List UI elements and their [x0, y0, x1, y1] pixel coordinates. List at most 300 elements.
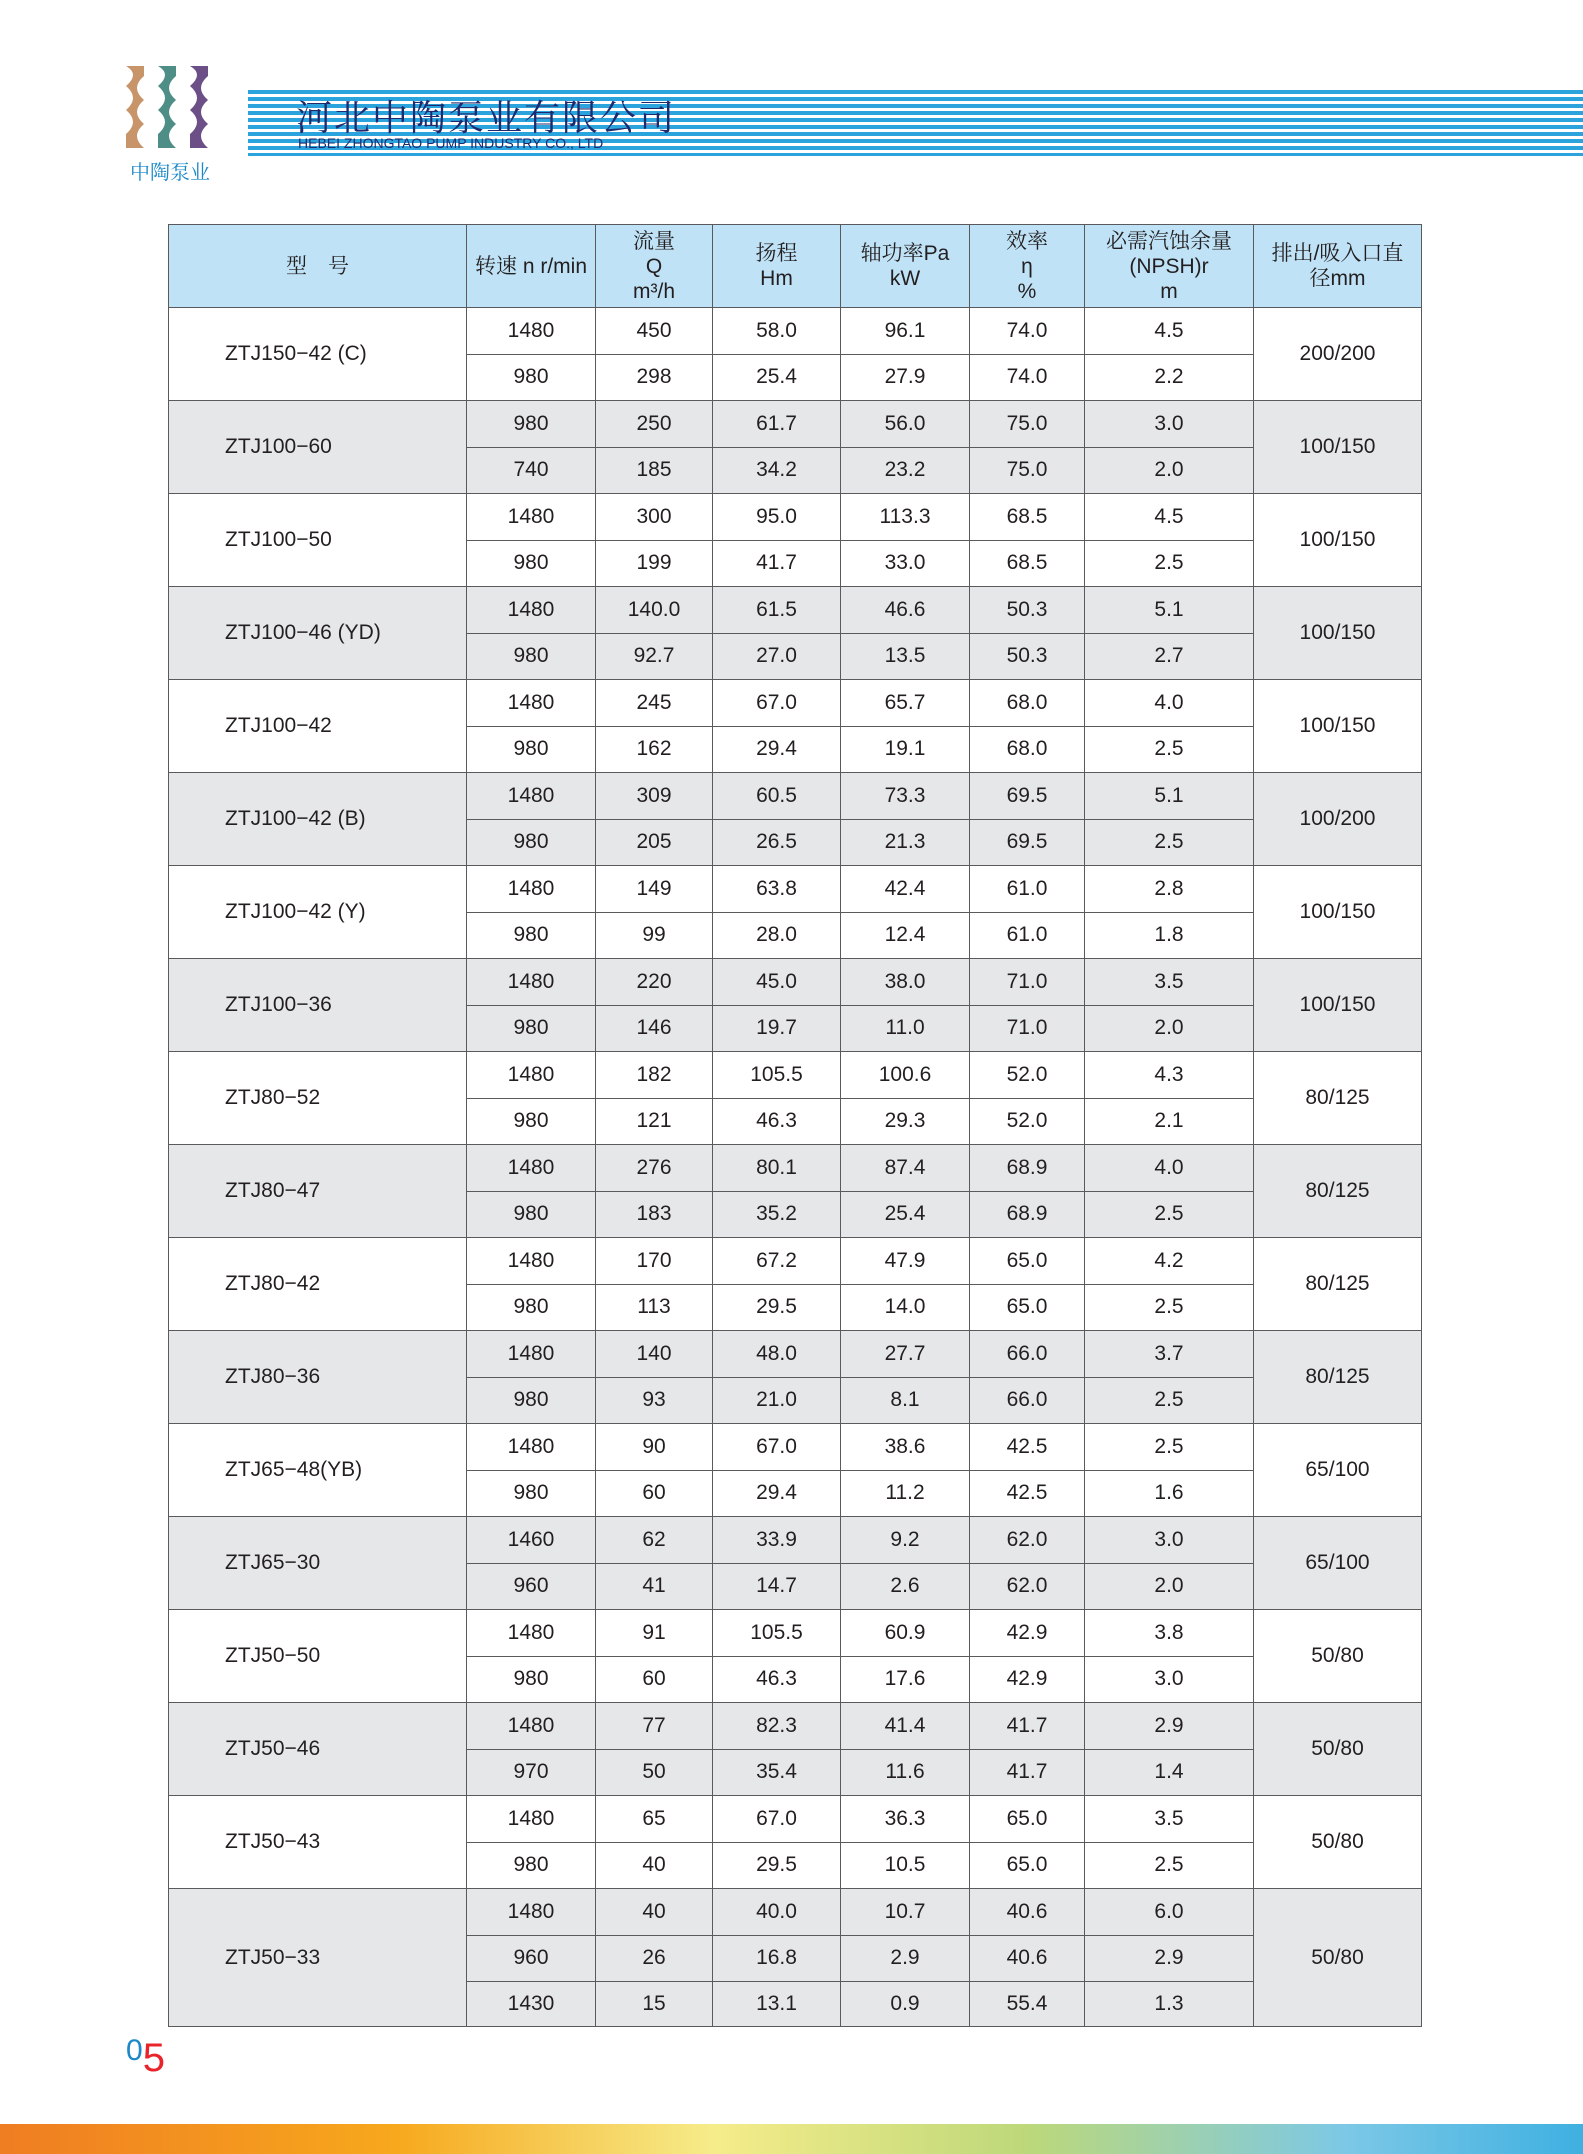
table-cell: 220	[596, 959, 713, 1006]
table-cell: 1.8	[1085, 912, 1254, 959]
table-cell: 19.7	[713, 1005, 841, 1052]
model-group	[169, 494, 1422, 587]
table-cell: 105.5	[713, 1610, 841, 1657]
table-row	[169, 308, 1422, 355]
header-efficiency: 效率 η %	[970, 225, 1085, 308]
table-cell: 1480	[467, 1145, 596, 1192]
table-cell: 0.9	[841, 1982, 970, 2027]
table-cell: 46.6	[841, 587, 970, 634]
model-group	[169, 1517, 1422, 1610]
table-cell: 68.5	[970, 494, 1085, 541]
model-group	[169, 1238, 1422, 1331]
table-cell: 1480	[467, 1424, 596, 1471]
model-cell: ZTJ80−47	[169, 1145, 467, 1238]
table-cell: 56.0	[841, 401, 970, 448]
table-cell: 71.0	[970, 1005, 1085, 1052]
table-cell: 42.5	[970, 1424, 1085, 1471]
table-cell: 146	[596, 1005, 713, 1052]
table-cell: 52.0	[970, 1052, 1085, 1099]
table-cell: 34.2	[713, 447, 841, 494]
table-cell: 11.2	[841, 1470, 970, 1517]
company-name-cn: 河北中陶泵业有限公司	[296, 98, 677, 139]
table-cell: 71.0	[970, 959, 1085, 1006]
table-cell: 50.3	[970, 587, 1085, 634]
table-cell: 980	[467, 401, 596, 448]
table-cell: 19.1	[841, 726, 970, 773]
table-cell: 65.7	[841, 680, 970, 727]
table-cell: 1480	[467, 773, 596, 820]
table-header	[169, 225, 1422, 308]
table-cell: 3.0	[1085, 401, 1254, 448]
table-cell: 10.7	[841, 1889, 970, 1936]
table-cell: 2.5	[1085, 1284, 1254, 1331]
table-cell: 3.8	[1085, 1610, 1254, 1657]
model-group	[169, 587, 1422, 680]
table-cell: 87.4	[841, 1145, 970, 1192]
table-cell: 8.1	[841, 1377, 970, 1424]
outlet-cell: 100/150	[1254, 401, 1422, 494]
table-cell: 21.0	[713, 1377, 841, 1424]
table-cell: 42.9	[970, 1656, 1085, 1703]
table-cell: 1480	[467, 680, 596, 727]
table-cell: 980	[467, 726, 596, 773]
table-cell: 67.0	[713, 1796, 841, 1843]
table-cell: 205	[596, 819, 713, 866]
table-cell: 41.7	[970, 1703, 1085, 1750]
model-group	[169, 1610, 1422, 1703]
model-group	[169, 680, 1422, 773]
table-cell: 65.0	[970, 1796, 1085, 1843]
table-cell: 45.0	[713, 959, 841, 1006]
table-row	[169, 1796, 1422, 1843]
table-cell: 185	[596, 447, 713, 494]
model-group	[169, 1052, 1422, 1145]
model-cell: ZTJ50−50	[169, 1610, 467, 1703]
table-cell: 980	[467, 1377, 596, 1424]
model-cell: ZTJ100−42 (Y)	[169, 866, 467, 959]
table-cell: 25.4	[841, 1191, 970, 1238]
table-cell: 1.3	[1085, 1982, 1254, 2027]
table-cell: 33.9	[713, 1517, 841, 1564]
table-cell: 26	[596, 1935, 713, 1982]
model-group	[169, 1703, 1422, 1796]
table-cell: 69.5	[970, 773, 1085, 820]
outlet-cell: 80/125	[1254, 1238, 1422, 1331]
table-cell: 2.0	[1085, 1563, 1254, 1610]
model-group	[169, 959, 1422, 1052]
table-cell: 96.1	[841, 308, 970, 355]
table-cell: 121	[596, 1098, 713, 1145]
header-model: 型 号	[169, 225, 467, 308]
table-cell: 23.2	[841, 447, 970, 494]
model-cell: ZTJ80−42	[169, 1238, 467, 1331]
table-cell: 970	[467, 1749, 596, 1796]
table-cell: 980	[467, 540, 596, 587]
table-cell: 182	[596, 1052, 713, 1099]
table-row	[169, 401, 1422, 448]
model-cell: ZTJ150−42 (C)	[169, 308, 467, 401]
table-cell: 140.0	[596, 587, 713, 634]
table-row	[169, 1238, 1422, 1285]
table-cell: 62.0	[970, 1517, 1085, 1564]
table-row	[169, 959, 1422, 1006]
table-cell: 46.3	[713, 1656, 841, 1703]
table-cell: 6.0	[1085, 1889, 1254, 1936]
outlet-cell: 100/150	[1254, 866, 1422, 959]
table-cell: 29.5	[713, 1842, 841, 1889]
table-cell: 298	[596, 354, 713, 401]
table-cell: 9.2	[841, 1517, 970, 1564]
model-group	[169, 308, 1422, 401]
table-cell: 65.0	[970, 1842, 1085, 1889]
outlet-cell: 50/80	[1254, 1889, 1422, 2027]
table-cell: 960	[467, 1563, 596, 1610]
table-cell: 11.0	[841, 1005, 970, 1052]
table-cell: 66.0	[970, 1377, 1085, 1424]
table-row	[169, 1052, 1422, 1099]
table-row	[169, 773, 1422, 820]
table-cell: 68.5	[970, 540, 1085, 587]
table-cell: 199	[596, 540, 713, 587]
table-cell: 50	[596, 1749, 713, 1796]
outlet-cell: 80/125	[1254, 1052, 1422, 1145]
table-cell: 26.5	[713, 819, 841, 866]
table-cell: 28.0	[713, 912, 841, 959]
table-cell: 21.3	[841, 819, 970, 866]
table-cell: 17.6	[841, 1656, 970, 1703]
model-group	[169, 773, 1422, 866]
model-group	[169, 1424, 1422, 1517]
table-cell: 100.6	[841, 1052, 970, 1099]
table-cell: 740	[467, 447, 596, 494]
table-cell: 1480	[467, 494, 596, 541]
table-row	[169, 1424, 1422, 1471]
table-cell: 2.6	[841, 1563, 970, 1610]
table-cell: 74.0	[970, 308, 1085, 355]
table-cell: 68.9	[970, 1145, 1085, 1192]
table-cell: 113	[596, 1284, 713, 1331]
outlet-cell: 100/150	[1254, 959, 1422, 1052]
table-cell: 2.5	[1085, 540, 1254, 587]
header-speed: 转速 n r/min	[467, 225, 596, 308]
table-cell: 40	[596, 1842, 713, 1889]
header-npsh: 必需汽蚀余量 (NPSH)r m	[1085, 225, 1254, 308]
table-cell: 48.0	[713, 1331, 841, 1378]
table-cell: 67.0	[713, 680, 841, 727]
table-cell: 4.0	[1085, 1145, 1254, 1192]
model-group	[169, 401, 1422, 494]
model-cell: ZTJ100−46 (YD)	[169, 587, 467, 680]
table-row	[169, 494, 1422, 541]
table-cell: 1.4	[1085, 1749, 1254, 1796]
table-cell: 82.3	[713, 1703, 841, 1750]
table-cell: 91	[596, 1610, 713, 1657]
table-cell: 2.0	[1085, 1005, 1254, 1052]
table-cell: 42.5	[970, 1470, 1085, 1517]
table-cell: 140	[596, 1331, 713, 1378]
table-cell: 2.9	[1085, 1935, 1254, 1982]
model-cell: ZTJ65−30	[169, 1517, 467, 1610]
table-cell: 4.3	[1085, 1052, 1254, 1099]
table-cell: 113.3	[841, 494, 970, 541]
table-cell: 2.5	[1085, 1424, 1254, 1471]
table-cell: 183	[596, 1191, 713, 1238]
table-cell: 3.5	[1085, 1796, 1254, 1843]
outlet-cell: 100/150	[1254, 680, 1422, 773]
table-cell: 1480	[467, 866, 596, 913]
table-cell: 40.6	[970, 1935, 1085, 1982]
table-cell: 66.0	[970, 1331, 1085, 1378]
table-cell: 80.1	[713, 1145, 841, 1192]
table-row	[169, 866, 1422, 913]
table-cell: 12.4	[841, 912, 970, 959]
table-row	[169, 1889, 1422, 1936]
table-cell: 1460	[467, 1517, 596, 1564]
table-cell: 11.6	[841, 1749, 970, 1796]
table-row	[169, 1145, 1422, 1192]
model-cell: ZTJ80−52	[169, 1052, 467, 1145]
table-cell: 25.4	[713, 354, 841, 401]
table-cell: 29.5	[713, 1284, 841, 1331]
model-group	[169, 1145, 1422, 1238]
table-cell: 1480	[467, 1052, 596, 1099]
table-cell: 68.9	[970, 1191, 1085, 1238]
table-cell: 67.0	[713, 1424, 841, 1471]
table-cell: 980	[467, 1470, 596, 1517]
table-cell: 55.4	[970, 1982, 1085, 2027]
table-row	[169, 587, 1422, 634]
table-cell: 65.0	[970, 1238, 1085, 1285]
table-cell: 93	[596, 1377, 713, 1424]
outlet-cell: 65/100	[1254, 1424, 1422, 1517]
table-cell: 2.5	[1085, 1377, 1254, 1424]
model-cell: ZTJ80−36	[169, 1331, 467, 1424]
table-cell: 62	[596, 1517, 713, 1564]
model-cell: ZTJ65−48(YB)	[169, 1424, 467, 1517]
table-cell: 2.9	[841, 1935, 970, 1982]
table-cell: 60	[596, 1470, 713, 1517]
table-cell: 74.0	[970, 354, 1085, 401]
table-cell: 960	[467, 1935, 596, 1982]
table-cell: 65.0	[970, 1284, 1085, 1331]
table-cell: 36.3	[841, 1796, 970, 1843]
table-cell: 75.0	[970, 401, 1085, 448]
table-cell: 62.0	[970, 1563, 1085, 1610]
table-cell: 1430	[467, 1982, 596, 2027]
table-cell: 250	[596, 401, 713, 448]
table-row	[169, 1610, 1422, 1657]
table-cell: 41.7	[970, 1749, 1085, 1796]
table-cell: 450	[596, 308, 713, 355]
table-cell: 5.1	[1085, 773, 1254, 820]
table-cell: 980	[467, 912, 596, 959]
model-cell: ZTJ100−42 (B)	[169, 773, 467, 866]
table-cell: 99	[596, 912, 713, 959]
table-cell: 980	[467, 633, 596, 680]
table-row	[169, 680, 1422, 727]
table-cell: 149	[596, 866, 713, 913]
table-cell: 50.3	[970, 633, 1085, 680]
table-cell: 42.9	[970, 1610, 1085, 1657]
table-cell: 3.0	[1085, 1656, 1254, 1703]
table-cell: 60	[596, 1656, 713, 1703]
model-cell: ZTJ100−42	[169, 680, 467, 773]
table-cell: 63.8	[713, 866, 841, 913]
table-cell: 13.5	[841, 633, 970, 680]
table-cell: 1480	[467, 959, 596, 1006]
table-cell: 3.0	[1085, 1517, 1254, 1564]
table-cell: 5.1	[1085, 587, 1254, 634]
table-cell: 67.2	[713, 1238, 841, 1285]
table-cell: 35.2	[713, 1191, 841, 1238]
header-head: 扬程 Hm	[713, 225, 841, 308]
table-cell: 1.6	[1085, 1470, 1254, 1517]
table-cell: 41	[596, 1563, 713, 1610]
outlet-cell: 80/125	[1254, 1145, 1422, 1238]
model-cell: ZTJ100−60	[169, 401, 467, 494]
table-cell: 4.5	[1085, 308, 1254, 355]
outlet-cell: 200/200	[1254, 308, 1422, 401]
table-cell: 73.3	[841, 773, 970, 820]
table-cell: 35.4	[713, 1749, 841, 1796]
table-cell: 15	[596, 1982, 713, 2027]
table-row	[169, 1517, 1422, 1564]
table-cell: 245	[596, 680, 713, 727]
company-name-en: HEBEI ZHONGTAO PUMP INDUSTRY CO., LTD	[298, 135, 604, 151]
table-cell: 980	[467, 1191, 596, 1238]
table-cell: 27.0	[713, 633, 841, 680]
table-cell: 10.5	[841, 1842, 970, 1889]
table-cell: 1480	[467, 1889, 596, 1936]
table-cell: 29.4	[713, 1470, 841, 1517]
table-cell: 46.3	[713, 1098, 841, 1145]
table-cell: 14.0	[841, 1284, 970, 1331]
table-cell: 300	[596, 494, 713, 541]
table-cell: 1480	[467, 1610, 596, 1657]
table-cell: 38.6	[841, 1424, 970, 1471]
header-outlet: 排出/吸入口直 径mm	[1254, 225, 1422, 308]
table-cell: 41.7	[713, 540, 841, 587]
table-cell: 41.4	[841, 1703, 970, 1750]
table-cell: 27.9	[841, 354, 970, 401]
header-flow: 流量 Q m³/h	[596, 225, 713, 308]
outlet-cell: 65/100	[1254, 1517, 1422, 1610]
table-cell: 980	[467, 1005, 596, 1052]
model-cell: ZTJ50−33	[169, 1889, 467, 2027]
table-cell: 90	[596, 1424, 713, 1471]
table-cell: 16.8	[713, 1935, 841, 1982]
table-cell: 29.3	[841, 1098, 970, 1145]
table-cell: 170	[596, 1238, 713, 1285]
table-cell: 3.5	[1085, 959, 1254, 1006]
table-cell: 61.0	[970, 912, 1085, 959]
table-cell: 68.0	[970, 680, 1085, 727]
model-cell: ZTJ100−50	[169, 494, 467, 587]
table-cell: 52.0	[970, 1098, 1085, 1145]
table-row	[169, 1703, 1422, 1750]
table-cell: 38.0	[841, 959, 970, 1006]
outlet-cell: 50/80	[1254, 1703, 1422, 1796]
table-cell: 980	[467, 1842, 596, 1889]
table-cell: 58.0	[713, 308, 841, 355]
model-group	[169, 1331, 1422, 1424]
table-cell: 68.0	[970, 726, 1085, 773]
table-cell: 980	[467, 819, 596, 866]
table-cell: 276	[596, 1145, 713, 1192]
table-cell: 2.5	[1085, 819, 1254, 866]
table-cell: 95.0	[713, 494, 841, 541]
table-cell: 2.2	[1085, 354, 1254, 401]
table-row	[169, 1331, 1422, 1378]
table-cell: 33.0	[841, 540, 970, 587]
table-cell: 42.4	[841, 866, 970, 913]
outlet-cell: 50/80	[1254, 1610, 1422, 1703]
table-cell: 61.5	[713, 587, 841, 634]
table-cell: 309	[596, 773, 713, 820]
table-cell: 4.2	[1085, 1238, 1254, 1285]
table-cell: 2.5	[1085, 1842, 1254, 1889]
table-cell: 105.5	[713, 1052, 841, 1099]
pump-spec-table	[168, 224, 1422, 2027]
table-cell: 65	[596, 1796, 713, 1843]
table-cell: 4.5	[1085, 494, 1254, 541]
table-cell: 27.7	[841, 1331, 970, 1378]
page-number: $^0$5	[126, 2034, 165, 2080]
table-cell: 92.7	[596, 633, 713, 680]
bottom-gradient-bar	[0, 2124, 1583, 2154]
table-cell: 75.0	[970, 447, 1085, 494]
outlet-cell: 80/125	[1254, 1331, 1422, 1424]
model-cell: ZTJ100−36	[169, 959, 467, 1052]
model-group	[169, 1889, 1422, 2027]
table-cell: 13.1	[713, 1982, 841, 2027]
table-cell: 162	[596, 726, 713, 773]
model-group	[169, 866, 1422, 959]
table-cell: 29.4	[713, 726, 841, 773]
table-cell: 1480	[467, 1796, 596, 1843]
table-cell: 61.7	[713, 401, 841, 448]
table-cell: 980	[467, 1284, 596, 1331]
table-cell: 1480	[467, 1331, 596, 1378]
table-cell: 77	[596, 1703, 713, 1750]
table-cell: 2.5	[1085, 1191, 1254, 1238]
table-cell: 2.0	[1085, 447, 1254, 494]
table-cell: 2.5	[1085, 726, 1254, 773]
outlet-cell: 100/150	[1254, 587, 1422, 680]
table-cell: 14.7	[713, 1563, 841, 1610]
model-cell: ZTJ50−46	[169, 1703, 467, 1796]
table-cell: 60.9	[841, 1610, 970, 1657]
table-cell: 60.5	[713, 773, 841, 820]
table-cell: 1480	[467, 1703, 596, 1750]
table-cell: 40	[596, 1889, 713, 1936]
table-cell: 2.8	[1085, 866, 1254, 913]
table-cell: 980	[467, 1098, 596, 1145]
outlet-cell: 50/80	[1254, 1796, 1422, 1889]
table-cell: 1480	[467, 1238, 596, 1285]
table-cell: 40.6	[970, 1889, 1085, 1936]
outlet-cell: 100/150	[1254, 494, 1422, 587]
table-cell: 3.7	[1085, 1331, 1254, 1378]
table-cell: 1480	[467, 587, 596, 634]
table-cell: 1480	[467, 308, 596, 355]
table-cell: 47.9	[841, 1238, 970, 1285]
table-cell: 980	[467, 1656, 596, 1703]
outlet-cell: 100/200	[1254, 773, 1422, 866]
table-cell: 2.1	[1085, 1098, 1254, 1145]
table-cell: 2.7	[1085, 633, 1254, 680]
table-cell: 69.5	[970, 819, 1085, 866]
